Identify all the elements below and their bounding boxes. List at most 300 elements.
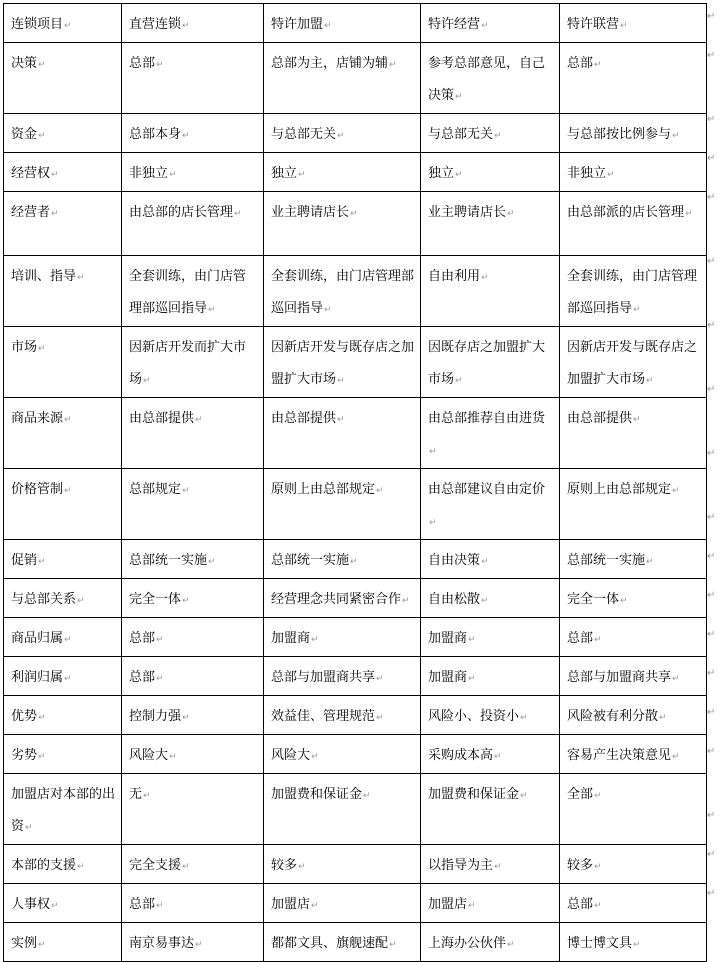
paragraph-mark: ↵ bbox=[337, 376, 345, 386]
table-cell bbox=[122, 43, 264, 114]
paragraph-mark: ↵ bbox=[156, 901, 164, 911]
paragraph-mark: ↵ bbox=[646, 376, 654, 386]
cell-text: 自由决策 bbox=[428, 553, 481, 568]
cell-text: 都都文具、旗舰速配 bbox=[271, 936, 389, 951]
cell-text: 风险大 bbox=[129, 748, 169, 763]
cell-text: 业主聘请店长 bbox=[271, 205, 350, 220]
cell-text: 商品归属 bbox=[11, 631, 64, 646]
table-cell bbox=[122, 114, 264, 153]
paragraph-mark: ↵ bbox=[156, 635, 164, 645]
paragraph-mark: ↵ bbox=[64, 486, 72, 496]
row-label-cell bbox=[4, 153, 122, 192]
cell-text: 与总部关系 bbox=[11, 592, 77, 607]
table-cell bbox=[264, 327, 421, 398]
table-cell bbox=[264, 540, 421, 579]
paragraph-mark: ↵ bbox=[182, 21, 190, 31]
table-cell bbox=[122, 657, 264, 696]
paragraph-mark: ↵ bbox=[594, 791, 602, 801]
table-cell bbox=[421, 845, 560, 884]
paragraph-mark: ↵ bbox=[481, 21, 489, 31]
cell-text: 无 bbox=[129, 787, 143, 802]
table-cell bbox=[560, 256, 707, 327]
paragraph-mark: ↵ bbox=[143, 791, 151, 801]
row-end-mark: ↵ bbox=[707, 256, 716, 267]
cell-text: 市场 bbox=[11, 340, 38, 355]
header-row bbox=[4, 4, 707, 43]
row-end-mark: ↵ bbox=[707, 668, 716, 679]
cell-text: 由总部派的店长管理 bbox=[567, 205, 685, 220]
cell-text: 总部 bbox=[567, 897, 594, 912]
cell-text: 由总部推荐自由进货 bbox=[428, 411, 546, 426]
header-cell bbox=[421, 4, 560, 43]
table-cell bbox=[264, 398, 421, 469]
table-cell bbox=[560, 114, 707, 153]
paragraph-mark: ↵ bbox=[607, 170, 615, 180]
paragraph-mark: ↵ bbox=[672, 752, 680, 762]
table-cell bbox=[264, 43, 421, 114]
cell-text: 加盟费和保证金 bbox=[271, 787, 363, 802]
cell-text: 风险大 bbox=[271, 748, 311, 763]
table-cell bbox=[264, 153, 421, 192]
table-row bbox=[4, 579, 707, 618]
paragraph-mark: ↵ bbox=[402, 596, 410, 606]
paragraph-mark: ↵ bbox=[208, 305, 216, 315]
cell-text: 非独立 bbox=[567, 166, 607, 181]
table-cell bbox=[122, 256, 264, 327]
row-end-mark: ↵ bbox=[707, 590, 716, 601]
cell-text: 效益佳、管理规范 bbox=[271, 709, 376, 724]
table-cell bbox=[122, 845, 264, 884]
paragraph-mark: ↵ bbox=[64, 635, 72, 645]
paragraph-mark: ↵ bbox=[298, 170, 306, 180]
row-label-cell bbox=[4, 735, 122, 774]
table-cell bbox=[264, 774, 421, 845]
cell-text: 利润归属 bbox=[11, 670, 64, 685]
table-cell bbox=[122, 884, 264, 923]
paragraph-mark: ↵ bbox=[594, 862, 602, 872]
row-label-cell bbox=[4, 192, 122, 256]
table-cell bbox=[264, 114, 421, 153]
table-row bbox=[4, 153, 707, 192]
table-cell bbox=[421, 735, 560, 774]
cell-text: 经营理念共同紧密合作 bbox=[271, 592, 402, 607]
cell-text: 劣势 bbox=[11, 748, 38, 763]
row-label-cell bbox=[4, 114, 122, 153]
paragraph-mark: ↵ bbox=[594, 635, 602, 645]
paragraph-mark: ↵ bbox=[672, 131, 680, 141]
cell-text: 原则上由总部规定 bbox=[567, 482, 672, 497]
table-cell bbox=[122, 696, 264, 735]
paragraph-mark: ↵ bbox=[455, 376, 463, 386]
cell-text: 人事权 bbox=[11, 897, 51, 912]
paragraph-mark: ↵ bbox=[633, 305, 641, 315]
paragraph-mark: ↵ bbox=[455, 92, 463, 102]
cell-text: 自由松散 bbox=[428, 592, 481, 607]
paragraph-mark: ↵ bbox=[620, 21, 628, 31]
paragraph-mark: ↵ bbox=[594, 60, 602, 70]
paragraph-mark: ↵ bbox=[389, 60, 397, 70]
paragraph-mark: ↵ bbox=[156, 60, 164, 70]
paragraph-mark: ↵ bbox=[481, 557, 489, 567]
table-cell bbox=[122, 153, 264, 192]
cell-text: 独立 bbox=[428, 166, 455, 181]
paragraph-mark: ↵ bbox=[672, 674, 680, 684]
cell-text: 总部与加盟商共享 bbox=[567, 670, 672, 685]
cell-text: 风险被有利分散 bbox=[567, 709, 659, 724]
table-cell bbox=[560, 696, 707, 735]
paragraph-mark: ↵ bbox=[455, 170, 463, 180]
table-row bbox=[4, 469, 707, 540]
paragraph-mark: ↵ bbox=[494, 752, 502, 762]
paragraph-mark: ↵ bbox=[195, 940, 203, 950]
table-cell bbox=[264, 696, 421, 735]
table-cell bbox=[264, 923, 421, 962]
paragraph-mark: ↵ bbox=[659, 713, 667, 723]
table-cell bbox=[122, 540, 264, 579]
cell-text: 南京易事达 bbox=[129, 936, 195, 951]
table-row bbox=[4, 256, 707, 327]
paragraph-mark: ↵ bbox=[77, 273, 85, 283]
paragraph-mark: ↵ bbox=[38, 713, 46, 723]
table-row bbox=[4, 845, 707, 884]
table-cell bbox=[421, 43, 560, 114]
cell-text: 特许经营 bbox=[428, 17, 481, 32]
cell-text: 连锁项目 bbox=[11, 17, 64, 32]
paragraph-mark: ↵ bbox=[51, 901, 59, 911]
cell-text: 决策 bbox=[11, 56, 38, 71]
row-end-mark: ↵ bbox=[707, 629, 716, 640]
table-cell bbox=[264, 469, 421, 540]
paragraph-mark: ↵ bbox=[646, 557, 654, 567]
cell-text: 完全一体 bbox=[129, 592, 182, 607]
paragraph-mark: ↵ bbox=[182, 131, 190, 141]
row-label-cell bbox=[4, 579, 122, 618]
row-end-mark: ↵ bbox=[707, 50, 716, 61]
paragraph-mark: ↵ bbox=[350, 209, 358, 219]
header-cell bbox=[560, 4, 707, 43]
row-end-mark: ↵ bbox=[707, 153, 716, 164]
header-cell bbox=[122, 4, 264, 43]
paragraph-mark: ↵ bbox=[64, 415, 72, 425]
cell-text: 非独立 bbox=[129, 166, 169, 181]
paragraph-mark: ↵ bbox=[182, 596, 190, 606]
paragraph-mark: ↵ bbox=[429, 518, 437, 528]
cell-text: 容易产生决策意见 bbox=[567, 748, 672, 763]
cell-text: 直营连锁 bbox=[129, 17, 182, 32]
paragraph-mark: ↵ bbox=[389, 940, 397, 950]
cell-text: 总部统一实施 bbox=[271, 553, 350, 568]
cell-text: 实例 bbox=[11, 936, 38, 951]
cell-text: 价格管制 bbox=[11, 482, 64, 497]
table-cell bbox=[421, 469, 560, 540]
row-label-cell bbox=[4, 884, 122, 923]
row-end-mark: ↵ bbox=[707, 746, 716, 757]
paragraph-mark: ↵ bbox=[311, 752, 319, 762]
table-row bbox=[4, 923, 707, 962]
cell-text: 资金 bbox=[11, 127, 38, 142]
comparison-table bbox=[3, 3, 707, 962]
table-cell bbox=[421, 114, 560, 153]
paragraph-mark: ↵ bbox=[156, 674, 164, 684]
row-end-mark: ↵ bbox=[707, 849, 716, 860]
paragraph-mark: ↵ bbox=[38, 344, 46, 354]
paragraph-mark: ↵ bbox=[376, 486, 384, 496]
table-cell bbox=[560, 153, 707, 192]
paragraph-mark: ↵ bbox=[481, 596, 489, 606]
paragraph-mark: ↵ bbox=[143, 376, 151, 386]
paragraph-mark: ↵ bbox=[51, 209, 59, 219]
paragraph-mark: ↵ bbox=[520, 791, 528, 801]
cell-text: 加盟费和保证金 bbox=[428, 787, 520, 802]
paragraph-mark: ↵ bbox=[685, 209, 693, 219]
cell-text: 总部 bbox=[129, 670, 156, 685]
cell-text: 总部 bbox=[567, 56, 594, 71]
cell-text: 总部为主，店铺为辅 bbox=[271, 56, 389, 71]
row-label-cell bbox=[4, 845, 122, 884]
row-label-cell bbox=[4, 43, 122, 114]
row-end-mark: ↵ bbox=[707, 888, 716, 899]
table-cell bbox=[421, 618, 560, 657]
paragraph-mark: ↵ bbox=[633, 415, 641, 425]
row-end-mark: ↵ bbox=[707, 384, 716, 395]
paragraph-mark: ↵ bbox=[169, 752, 177, 762]
row-end-mark: ↵ bbox=[707, 192, 716, 203]
paragraph-mark: ↵ bbox=[182, 713, 190, 723]
table-cell bbox=[560, 43, 707, 114]
table-cell bbox=[264, 618, 421, 657]
cell-text: 总部统一实施 bbox=[567, 553, 646, 568]
cell-text: 加盟商 bbox=[271, 631, 311, 646]
paragraph-mark: ↵ bbox=[311, 901, 319, 911]
table-row bbox=[4, 774, 707, 845]
paragraph-mark: ↵ bbox=[64, 21, 72, 31]
row-label-cell bbox=[4, 398, 122, 469]
paragraph-mark: ↵ bbox=[311, 635, 319, 645]
paragraph-mark: ↵ bbox=[520, 713, 528, 723]
row-label-cell bbox=[4, 696, 122, 735]
table-cell bbox=[122, 774, 264, 845]
table-cell bbox=[560, 398, 707, 469]
cell-text: 风险小、投资小 bbox=[428, 709, 520, 724]
paragraph-mark: ↵ bbox=[169, 170, 177, 180]
table-cell bbox=[421, 327, 560, 398]
cell-text: 自由利用 bbox=[428, 269, 481, 284]
row-end-mark: ↵ bbox=[707, 11, 716, 22]
table-cell bbox=[122, 618, 264, 657]
table-row bbox=[4, 192, 707, 256]
table-cell bbox=[122, 735, 264, 774]
table-row bbox=[4, 327, 707, 398]
cell-text: 较多 bbox=[567, 858, 594, 873]
cell-text: 因新店开发与既存店之加盟扩大市场 bbox=[271, 340, 415, 387]
cell-text: 由总部建议自由定价 bbox=[428, 482, 546, 497]
cell-text: 加盟商 bbox=[428, 670, 468, 685]
cell-text: 与总部按比例参与 bbox=[567, 127, 672, 142]
table-cell bbox=[421, 923, 560, 962]
table-cell bbox=[264, 845, 421, 884]
paragraph-mark: ↵ bbox=[182, 862, 190, 872]
table-cell bbox=[560, 884, 707, 923]
table-cell bbox=[264, 657, 421, 696]
paragraph-mark: ↵ bbox=[337, 131, 345, 141]
table-cell bbox=[560, 327, 707, 398]
table-cell bbox=[264, 579, 421, 618]
row-label-cell bbox=[4, 923, 122, 962]
row-label-cell bbox=[4, 618, 122, 657]
table-cell bbox=[560, 735, 707, 774]
cell-text: 因既存店之加盟扩大市场 bbox=[428, 340, 546, 387]
cell-text: 与总部无关 bbox=[428, 127, 494, 142]
cell-text: 总部本身 bbox=[129, 127, 182, 142]
cell-text: 原则上由总部规定 bbox=[271, 482, 376, 497]
cell-text: 总部 bbox=[129, 56, 156, 71]
table-cell bbox=[264, 192, 421, 256]
paragraph-mark: ↵ bbox=[468, 674, 476, 684]
cell-text: 完全一体 bbox=[567, 592, 620, 607]
table-cell bbox=[560, 774, 707, 845]
row-end-mark: ↵ bbox=[707, 810, 716, 821]
cell-text: 总部统一实施 bbox=[129, 553, 208, 568]
paragraph-mark: ↵ bbox=[337, 415, 345, 425]
row-end-mark: ↵ bbox=[707, 448, 716, 459]
table-cell bbox=[421, 657, 560, 696]
table-row bbox=[4, 735, 707, 774]
paragraph-mark: ↵ bbox=[350, 557, 358, 567]
table-row bbox=[4, 398, 707, 469]
table-cell bbox=[560, 845, 707, 884]
cell-text: 加盟店对本部的出资 bbox=[11, 787, 116, 834]
paragraph-mark: ↵ bbox=[208, 557, 216, 567]
table-cell bbox=[122, 327, 264, 398]
table-cell bbox=[122, 469, 264, 540]
paragraph-mark: ↵ bbox=[25, 823, 33, 833]
cell-text: 商品来源 bbox=[11, 411, 64, 426]
cell-text: 由总部提供 bbox=[129, 411, 195, 426]
table-row bbox=[4, 696, 707, 735]
paragraph-mark: ↵ bbox=[195, 415, 203, 425]
paragraph-mark: ↵ bbox=[429, 447, 437, 457]
cell-text: 因新店开发与既存店之加盟扩大市场 bbox=[567, 340, 698, 387]
table-cell bbox=[421, 398, 560, 469]
cell-text: 独立 bbox=[271, 166, 298, 181]
table-cell bbox=[122, 398, 264, 469]
cell-text: 加盟商 bbox=[428, 631, 468, 646]
table-cell bbox=[421, 884, 560, 923]
row-label-cell bbox=[4, 540, 122, 579]
table-cell bbox=[264, 256, 421, 327]
table-cell bbox=[560, 657, 707, 696]
row-end-mark: ↵ bbox=[707, 114, 716, 125]
paragraph-mark: ↵ bbox=[38, 752, 46, 762]
cell-text: 因新店开发而扩大市场 bbox=[129, 340, 247, 387]
row-label-cell bbox=[4, 657, 122, 696]
table-cell bbox=[560, 540, 707, 579]
paragraph-mark: ↵ bbox=[324, 21, 332, 31]
cell-text: 总部 bbox=[567, 631, 594, 646]
paragraph-mark: ↵ bbox=[38, 557, 46, 567]
table-cell bbox=[560, 579, 707, 618]
cell-text: 与总部无关 bbox=[271, 127, 337, 142]
cell-text: 参考总部意见，自己决策 bbox=[428, 56, 546, 103]
paragraph-mark: ↵ bbox=[594, 901, 602, 911]
cell-text: 业主聘请店长 bbox=[428, 205, 507, 220]
cell-text: 上海办公伙伴 bbox=[428, 936, 507, 951]
row-end-mark: ↵ bbox=[707, 320, 716, 331]
cell-text: 全套训练，由门店管理部巡回指导 bbox=[129, 269, 247, 316]
row-label-cell bbox=[4, 256, 122, 327]
table-cell bbox=[122, 923, 264, 962]
paragraph-mark: ↵ bbox=[376, 713, 384, 723]
paragraph-mark: ↵ bbox=[64, 674, 72, 684]
cell-text: 加盟店 bbox=[428, 897, 468, 912]
paragraph-mark: ↵ bbox=[507, 209, 515, 219]
cell-text: 由总部的店长管理 bbox=[129, 205, 234, 220]
row-end-mark: ↵ bbox=[707, 512, 716, 523]
row-end-mark: ↵ bbox=[707, 707, 716, 718]
header-cell bbox=[4, 4, 122, 43]
table-cell bbox=[421, 579, 560, 618]
cell-text: 较多 bbox=[271, 858, 298, 873]
paragraph-mark: ↵ bbox=[468, 901, 476, 911]
cell-text: 特许加盟 bbox=[271, 17, 324, 32]
cell-text: 全套训练，由门店管理部巡回指导 bbox=[567, 269, 698, 316]
table-cell bbox=[421, 153, 560, 192]
paragraph-mark: ↵ bbox=[298, 862, 306, 872]
table-row bbox=[4, 618, 707, 657]
cell-text: 采购成本高 bbox=[428, 748, 494, 763]
cell-text: 总部 bbox=[129, 631, 156, 646]
cell-text: 总部与加盟商共享 bbox=[271, 670, 376, 685]
table-cell bbox=[560, 923, 707, 962]
table-cell bbox=[560, 469, 707, 540]
header-cell bbox=[264, 4, 421, 43]
paragraph-mark: ↵ bbox=[620, 596, 628, 606]
cell-text: 本部的支援 bbox=[11, 858, 77, 873]
table-cell bbox=[560, 618, 707, 657]
row-label-cell bbox=[4, 469, 122, 540]
cell-text: 总部规定 bbox=[129, 482, 182, 497]
paragraph-mark: ↵ bbox=[481, 273, 489, 283]
row-label-cell bbox=[4, 774, 122, 845]
cell-text: 由总部提供 bbox=[567, 411, 633, 426]
paragraph-mark: ↵ bbox=[363, 791, 371, 801]
cell-text: 全套训练，由门店管理部巡回指导 bbox=[271, 269, 415, 316]
paragraph-mark: ↵ bbox=[182, 486, 190, 496]
cell-text: 优势 bbox=[11, 709, 38, 724]
table-cell bbox=[560, 192, 707, 256]
paragraph-mark: ↵ bbox=[77, 862, 85, 872]
cell-text: 完全支援 bbox=[129, 858, 182, 873]
table-row bbox=[4, 884, 707, 923]
cell-text: 由总部提供 bbox=[271, 411, 337, 426]
cell-text: 全部 bbox=[567, 787, 594, 802]
table-row bbox=[4, 114, 707, 153]
table-row bbox=[4, 43, 707, 114]
cell-text: 控制力强 bbox=[129, 709, 182, 724]
cell-text: 博士博文具 bbox=[567, 936, 633, 951]
paragraph-mark: ↵ bbox=[38, 60, 46, 70]
cell-text: 总部 bbox=[129, 897, 156, 912]
table-row bbox=[4, 657, 707, 696]
table-cell bbox=[264, 884, 421, 923]
cell-text: 加盟店 bbox=[271, 897, 311, 912]
table-cell bbox=[421, 192, 560, 256]
paragraph-mark: ↵ bbox=[38, 940, 46, 950]
table-cell bbox=[122, 192, 264, 256]
cell-text: 以指导为主 bbox=[428, 858, 494, 873]
cell-text: 经营者 bbox=[11, 205, 51, 220]
cell-text: 培训、指导 bbox=[11, 269, 77, 284]
